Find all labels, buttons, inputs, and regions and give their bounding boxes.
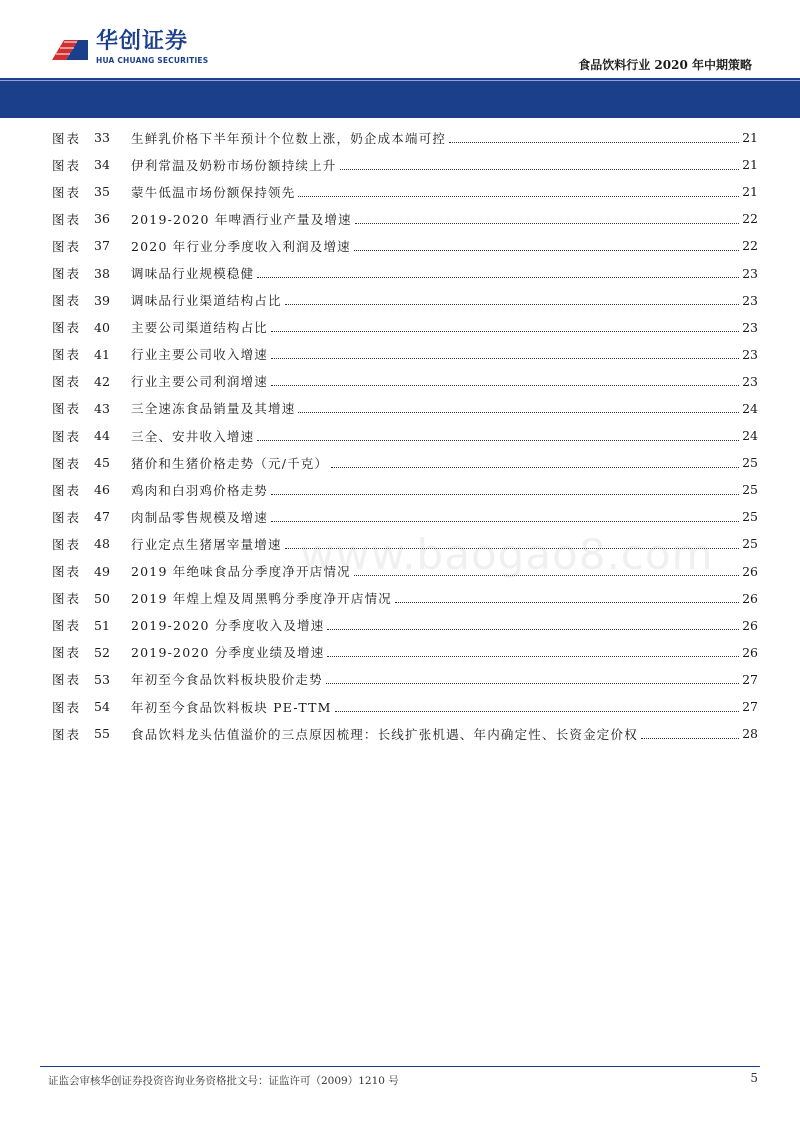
toc-entry-label: 图表 bbox=[52, 699, 82, 715]
toc-entry[interactable] bbox=[52, 287, 758, 314]
toc-entry[interactable] bbox=[52, 368, 758, 395]
toc-entry-label: 图表 bbox=[52, 320, 82, 336]
footer-divider bbox=[40, 1066, 760, 1067]
toc-entry-page: 23 bbox=[742, 265, 758, 281]
toc-entry-page: 24 bbox=[742, 428, 758, 444]
toc-entry-label: 图表 bbox=[52, 428, 82, 444]
toc-entry[interactable] bbox=[52, 232, 758, 259]
toc-entry-title: 2019-2020 分季度收入及增速 bbox=[131, 618, 325, 634]
toc-entry-leader bbox=[327, 655, 739, 657]
toc-entry-number: 53 bbox=[94, 671, 110, 687]
toc-entry-number: 42 bbox=[94, 373, 110, 389]
toc-entry-number: 37 bbox=[94, 238, 110, 254]
toc-entry-leader bbox=[641, 737, 739, 739]
toc-entry-label: 图表 bbox=[52, 238, 82, 254]
toc-entry-page: 23 bbox=[742, 373, 758, 389]
toc-entry[interactable] bbox=[52, 612, 758, 639]
toc-entry-number: 45 bbox=[94, 455, 110, 471]
toc-entry-page: 24 bbox=[742, 400, 758, 416]
toc-entry-label: 图表 bbox=[52, 347, 82, 363]
toc-entry-page: 25 bbox=[742, 536, 758, 552]
toc-entry-page: 23 bbox=[742, 346, 758, 362]
toc-entry-title: 生鲜乳价格下半年预计个位数上涨，奶企成本端可控 bbox=[131, 130, 447, 146]
toc-entry-label: 图表 bbox=[52, 184, 82, 200]
toc-entry-page: 22 bbox=[742, 211, 758, 227]
toc-entry-label: 图表 bbox=[52, 509, 82, 525]
toc-entry-number: 46 bbox=[94, 482, 110, 498]
toc-entry-title: 行业主要公司利润增速 bbox=[131, 374, 269, 390]
toc-entry-leader bbox=[354, 249, 739, 251]
toc-entry-leader bbox=[271, 330, 739, 332]
toc-entry-page: 21 bbox=[742, 184, 758, 200]
toc-entry-label: 图表 bbox=[52, 618, 82, 634]
huachuang-logo-icon bbox=[50, 30, 90, 66]
toc-entry-leader bbox=[331, 466, 739, 468]
toc-entry-number: 50 bbox=[94, 590, 110, 606]
toc-entry-label: 图表 bbox=[52, 591, 82, 607]
toc-entry-number: 39 bbox=[94, 292, 110, 308]
toc-entry-label: 图表 bbox=[52, 536, 82, 552]
page-number: 5 bbox=[750, 1071, 758, 1085]
toc-entry[interactable] bbox=[52, 476, 758, 503]
toc-entry-leader bbox=[271, 493, 739, 495]
toc-entry-title: 调味品行业规模稳健 bbox=[131, 266, 255, 282]
toc-entry-title: 年初至今食品饮料板块股价走势 bbox=[131, 672, 323, 688]
toc-entry-page: 23 bbox=[742, 319, 758, 335]
page-header bbox=[0, 0, 800, 78]
toc-entry-title: 2019-2020 年啤酒行业产量及增速 bbox=[131, 211, 352, 227]
toc-entry-title: 猪价和生猪价格走势（元/千克） bbox=[131, 455, 329, 471]
toc-entry[interactable] bbox=[52, 151, 758, 178]
toc-entry-page: 26 bbox=[742, 617, 758, 633]
toc-entry-leader bbox=[298, 411, 739, 413]
toc-entry-page: 25 bbox=[742, 509, 758, 525]
toc-entry-number: 44 bbox=[94, 428, 110, 444]
toc-entry-leader bbox=[271, 520, 739, 522]
toc-entry[interactable] bbox=[52, 503, 758, 530]
watermark: www.baogao8.com bbox=[300, 530, 714, 579]
toc-entry-label: 图表 bbox=[52, 157, 82, 173]
figure-list bbox=[52, 124, 758, 747]
toc-entry-leader bbox=[395, 601, 739, 603]
toc-entry-page: 25 bbox=[742, 455, 758, 471]
toc-entry-page: 26 bbox=[742, 563, 758, 579]
toc-entry-title: 肉制品零售规模及增速 bbox=[131, 509, 269, 525]
toc-entry-title: 2020 年行业分季度收入利润及增速 bbox=[131, 238, 351, 254]
toc-entry-leader bbox=[285, 303, 739, 305]
toc-entry-title: 2019-2020 分季度业绩及增速 bbox=[131, 645, 325, 661]
toc-entry-number: 43 bbox=[94, 400, 110, 416]
toc-entry-title: 行业主要公司收入增速 bbox=[131, 347, 269, 363]
toc-entry-number: 38 bbox=[94, 265, 110, 281]
toc-entry-leader bbox=[355, 222, 739, 224]
toc-entry-leader bbox=[298, 195, 739, 197]
toc-entry-number: 51 bbox=[94, 617, 110, 633]
toc-entry-title: 伊利常温及奶粉市场份额持续上升 bbox=[131, 157, 337, 173]
toc-entry-leader bbox=[271, 357, 739, 359]
toc-entry-page: 23 bbox=[742, 292, 758, 308]
toc-entry-label: 图表 bbox=[52, 482, 82, 498]
toc-entry-label: 图表 bbox=[52, 293, 82, 309]
toc-entry-leader bbox=[326, 682, 739, 684]
toc-entry[interactable] bbox=[52, 178, 758, 205]
toc-entry-title: 主要公司渠道结构占比 bbox=[131, 320, 269, 336]
toc-entry-leader bbox=[327, 628, 739, 630]
brand-name-cn: 华创证券 bbox=[96, 29, 189, 54]
toc-entry-number: 34 bbox=[94, 157, 110, 173]
toc-entry-leader bbox=[340, 168, 739, 170]
toc-entry-number: 41 bbox=[94, 346, 110, 362]
toc-entry-title: 三全、安井收入增速 bbox=[131, 428, 255, 444]
toc-entry[interactable] bbox=[52, 205, 758, 232]
toc-entry-leader bbox=[335, 710, 739, 712]
toc-entry-number: 49 bbox=[94, 563, 110, 579]
toc-entry-number: 36 bbox=[94, 211, 110, 227]
toc-entry-title: 蒙牛低温市场份额保持领先 bbox=[131, 184, 296, 200]
toc-entry-number: 33 bbox=[94, 130, 110, 146]
toc-entry-leader bbox=[257, 276, 739, 278]
toc-entry[interactable] bbox=[52, 693, 758, 720]
toc-entry-label: 图表 bbox=[52, 130, 82, 146]
toc-entry-number: 47 bbox=[94, 509, 110, 525]
toc-entry[interactable] bbox=[52, 314, 758, 341]
header-band-divider bbox=[0, 80, 800, 81]
toc-entry-number: 54 bbox=[94, 699, 110, 715]
brand-name-en: HUA CHUANG SECURITIES bbox=[96, 56, 209, 65]
toc-entry-page: 27 bbox=[742, 699, 758, 715]
toc-entry-number: 52 bbox=[94, 644, 110, 660]
toc-entry[interactable] bbox=[52, 639, 758, 666]
toc-entry[interactable] bbox=[52, 666, 758, 693]
toc-entry-title: 鸡肉和白羽鸡价格走势 bbox=[131, 482, 269, 498]
toc-entry-label: 图表 bbox=[52, 266, 82, 282]
toc-entry-page: 22 bbox=[742, 238, 758, 254]
toc-entry[interactable] bbox=[52, 422, 758, 449]
toc-entry-page: 25 bbox=[742, 482, 758, 498]
toc-entry-label: 图表 bbox=[52, 645, 82, 661]
toc-entry[interactable] bbox=[52, 341, 758, 368]
toc-entry-title: 食品饮料龙头估值溢价的三点原因梳理：长线扩张机遇、年内确定性、长资金定价权 bbox=[131, 726, 638, 742]
toc-entry-number: 55 bbox=[94, 726, 110, 742]
footer-disclaimer: 证监会审核华创证券投资咨询业务资格批文号：证监许可（2009）1210 号 bbox=[48, 1075, 399, 1087]
toc-entry-page: 26 bbox=[742, 644, 758, 660]
toc-entry-page: 27 bbox=[742, 671, 758, 687]
toc-entry-leader bbox=[449, 141, 739, 143]
toc-entry[interactable] bbox=[52, 585, 758, 612]
toc-entry-label: 图表 bbox=[52, 211, 82, 227]
toc-entry-leader bbox=[271, 384, 739, 386]
toc-entry-label: 图表 bbox=[52, 726, 82, 742]
toc-entry-page: 21 bbox=[742, 157, 758, 173]
toc-entry-title: 调味品行业渠道结构占比 bbox=[131, 293, 282, 309]
toc-entry-label: 图表 bbox=[52, 455, 82, 471]
toc-entry-label: 图表 bbox=[52, 672, 82, 688]
toc-entry-label: 图表 bbox=[52, 401, 82, 417]
toc-entry-leader bbox=[257, 439, 739, 441]
toc-entry-page: 26 bbox=[742, 590, 758, 606]
toc-entry-title: 年初至今食品饮料板块 PE-TTM bbox=[131, 699, 332, 715]
toc-entry-number: 48 bbox=[94, 536, 110, 552]
toc-entry-page: 28 bbox=[742, 726, 758, 742]
toc-entry[interactable] bbox=[52, 124, 758, 151]
toc-entry-number: 35 bbox=[94, 184, 110, 200]
toc-entry-title: 2019 年绝味食品分季度净开店情况 bbox=[131, 564, 351, 580]
toc-entry-title: 2019 年煌上煌及周黑鸭分季度净开店情况 bbox=[131, 591, 392, 607]
toc-entry-title: 行业定点生猪屠宰量增速 bbox=[131, 536, 282, 552]
report-title: 食品饮料行业 2020 年中期策略 bbox=[578, 58, 752, 72]
toc-entry[interactable] bbox=[52, 720, 758, 747]
toc-entry-title: 三全速冻食品销量及其增速 bbox=[131, 401, 296, 417]
toc-entry[interactable] bbox=[52, 395, 758, 422]
toc-entry-label: 图表 bbox=[52, 564, 82, 580]
toc-entry[interactable] bbox=[52, 449, 758, 476]
toc-entry-page: 21 bbox=[742, 130, 758, 146]
header-band bbox=[0, 78, 800, 118]
toc-entry-label: 图表 bbox=[52, 374, 82, 390]
toc-entry-number: 40 bbox=[94, 319, 110, 335]
toc-entry[interactable] bbox=[52, 259, 758, 286]
